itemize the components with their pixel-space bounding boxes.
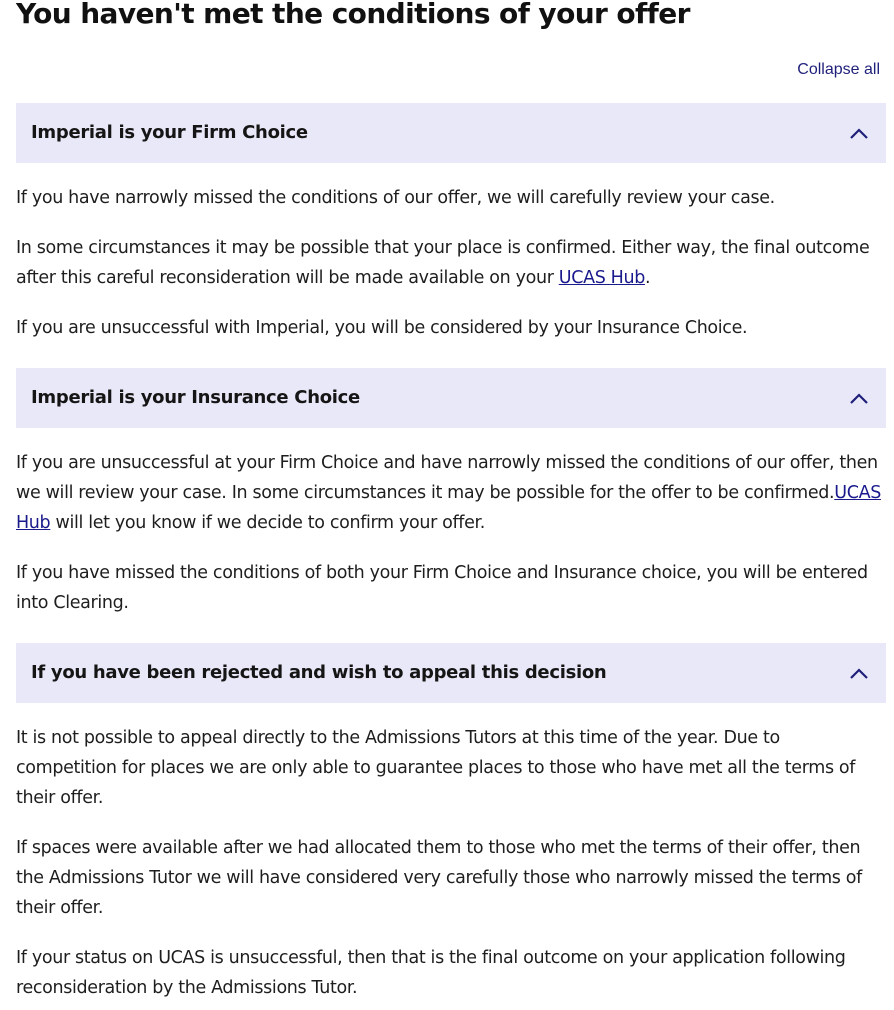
paragraph-text: In some circumstances it may be possible that your place is confirmed. Either way, the final outcome after this careful reconsideration will be made available on your <box>16 238 870 288</box>
paragraph: If spaces were available after we had allocated them to those who met the terms of their offer, then the Admissions Tutor we will have considered very carefully those who narrowly missed the terms of their offer. <box>16 838 862 918</box>
paragraph: If you have missed the conditions of both your Firm Choice and Insurance choice, you will be entered into Clearing. <box>16 563 868 613</box>
chevron-up-icon[interactable] <box>848 388 870 410</box>
accordion-title: Imperial is your Firm Choice <box>31 122 308 143</box>
accordion-header-insurance-choice[interactable] <box>16 368 886 428</box>
paragraph <box>16 448 884 538</box>
paragraph-text: . <box>644 268 651 288</box>
paragraph: If you have narrowly missed the conditions of our offer, we will carefully review your case. <box>16 188 775 208</box>
ucas-hub-link[interactable]: UCAS Hub <box>16 483 881 533</box>
chevron-up-icon[interactable] <box>848 123 870 145</box>
paragraph: If your status on UCAS is unsuccessful, then that is the final outcome on your application following reconsideration by the Admissions Tutor. <box>16 948 846 998</box>
accordion-title: Imperial is your Insurance Choice <box>31 387 360 408</box>
chevron-up-icon[interactable] <box>848 663 870 685</box>
paragraph: It is not possible to appeal directly to the Admissions Tutors at this time of the year. Due to competition for places we are only able to guarantee places to those who have met all the terms of their offer. <box>16 728 856 808</box>
accordion-header-appeal[interactable] <box>16 643 886 703</box>
paragraph: If you are unsuccessful with Imperial, you will be considered by your Insurance Choice. <box>16 318 748 338</box>
ucas-hub-link[interactable]: UCAS Hub <box>558 268 645 288</box>
accordion-header-firm-choice[interactable] <box>16 103 886 163</box>
paragraph-text: will let you know if we decide to confirm your offer. <box>50 513 485 533</box>
paragraph-text: If you are unsuccessful at your Firm Choice and have narrowly missed the conditions of our offer, then we will review your case. In some circumstances it may be possible for the offer to be confirmed. <box>16 453 878 503</box>
page-title: You haven't met the conditions of your offer <box>16 0 690 30</box>
paragraph <box>16 233 884 293</box>
collapse-all-link[interactable]: Collapse all <box>797 61 880 78</box>
accordion-title: If you have been rejected and wish to appeal this decision <box>31 662 607 683</box>
